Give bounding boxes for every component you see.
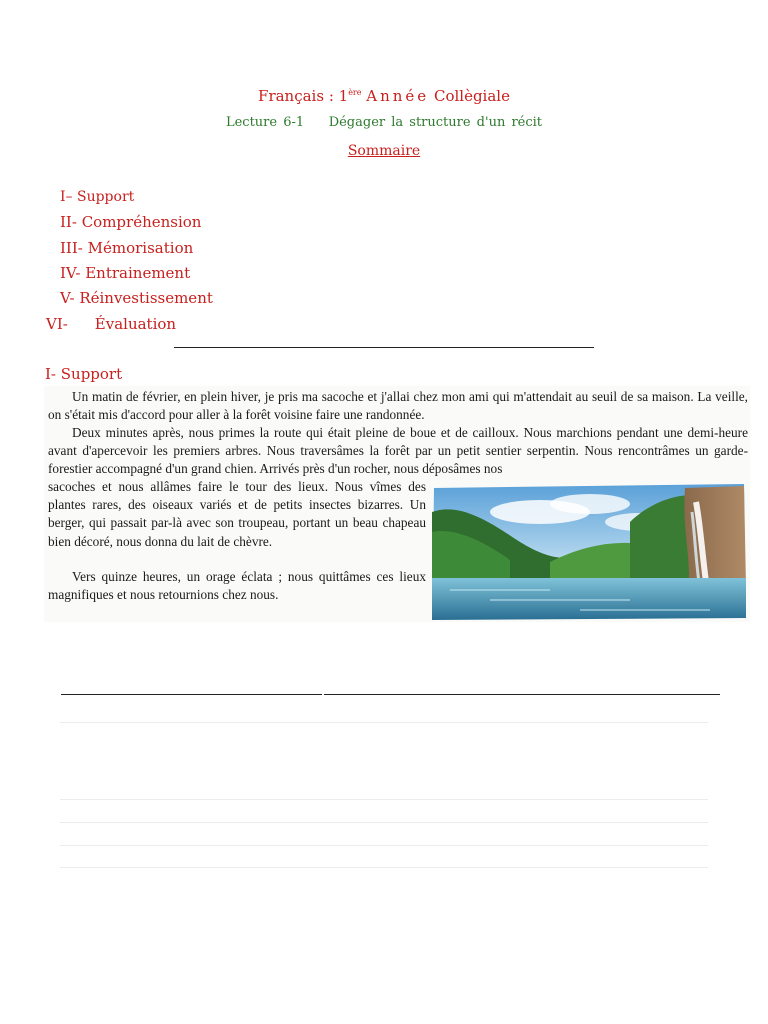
- paragraph-text: Deux minutes après, nous primes la route qui était pleine de boue et de cailloux. Nous marchions pendant une demi-heure avant d'apercevoir les premiers arbres. Nous traversâmes la forêt par un petit sentier serpentin. Nous rencontrâmes un garde-forestier accompagné d'un grand chien. Arrivés près d'un rocher, nous déposâmes nos: [48, 425, 748, 477]
- support-text-block: [44, 386, 750, 622]
- support-paragraph: [48, 388, 748, 424]
- toc-item-memorisation: [60, 239, 193, 257]
- title-suffix: Collègiale: [433, 87, 510, 105]
- toc-item-entrainement: [60, 264, 190, 282]
- support-paragraph: sacoches et nous allâmes faire le tour des lieux. Nous vîmes des plantes rares, des oiseaux variés et de petits insectes bizarres. Un berger, qui passait par-là avec son troupeau, portant un beau chapeau bien décoré, nous donna du lait de chèvre.: [48, 479, 426, 549]
- toc-item-evaluation: [46, 315, 176, 333]
- support-heading: I- Support: [45, 365, 123, 383]
- toc-label: Support: [76, 189, 135, 205]
- toc-number: IV-: [60, 264, 81, 282]
- toc-number: III-: [60, 239, 83, 257]
- sommaire-heading: Sommaire: [347, 143, 421, 159]
- lesson-number: Lecture 6-1: [225, 115, 305, 130]
- writing-line: [60, 867, 708, 868]
- toc-item-reinvestissement: [60, 289, 213, 307]
- title-superscript: ère: [348, 88, 362, 97]
- lesson-topic: Dégager la structure d'un récit: [328, 115, 543, 130]
- toc-item-comprehension: [60, 213, 201, 231]
- writing-line: [60, 845, 708, 846]
- writing-line: [60, 722, 708, 723]
- answer-line: [61, 694, 322, 695]
- paragraph-text: Vers quinze heures, un orage éclata ; nous quittâmes ces lieux magnifiques et nous retournions chez nous.: [48, 569, 426, 603]
- toc-item-support: [60, 189, 134, 205]
- support-paragraph: [48, 424, 748, 479]
- support-paragraph: [48, 568, 426, 604]
- toc-label: Évaluation: [94, 315, 177, 333]
- title-prefix: Français : 1: [258, 87, 349, 105]
- page-title: [0, 87, 768, 105]
- lesson-subtitle: [0, 115, 768, 130]
- toc-number: I–: [60, 189, 73, 205]
- landscape-illustration: [430, 482, 748, 622]
- divider: [174, 347, 594, 348]
- toc-label: Mémorisation: [87, 239, 194, 257]
- title-annee: Année: [366, 87, 430, 105]
- toc-label: Compréhension: [81, 213, 202, 231]
- writing-line: [60, 799, 708, 800]
- toc-number: VI-: [46, 315, 68, 333]
- toc-label: Réinvestissement: [79, 289, 213, 307]
- toc-number: V-: [60, 289, 75, 307]
- writing-line: [60, 822, 708, 823]
- answer-line: [324, 694, 720, 695]
- toc-number: II-: [60, 213, 77, 231]
- paragraph-text: Un matin de février, en plein hiver, je pris ma sacoche et j'allai chez mon ami qui m'attendait au seuil de sa maison. La veille, on s'était mis d'accord pour aller à la forêt voisine faire une randonnée.: [48, 389, 748, 423]
- toc-label: Entrainement: [85, 264, 191, 282]
